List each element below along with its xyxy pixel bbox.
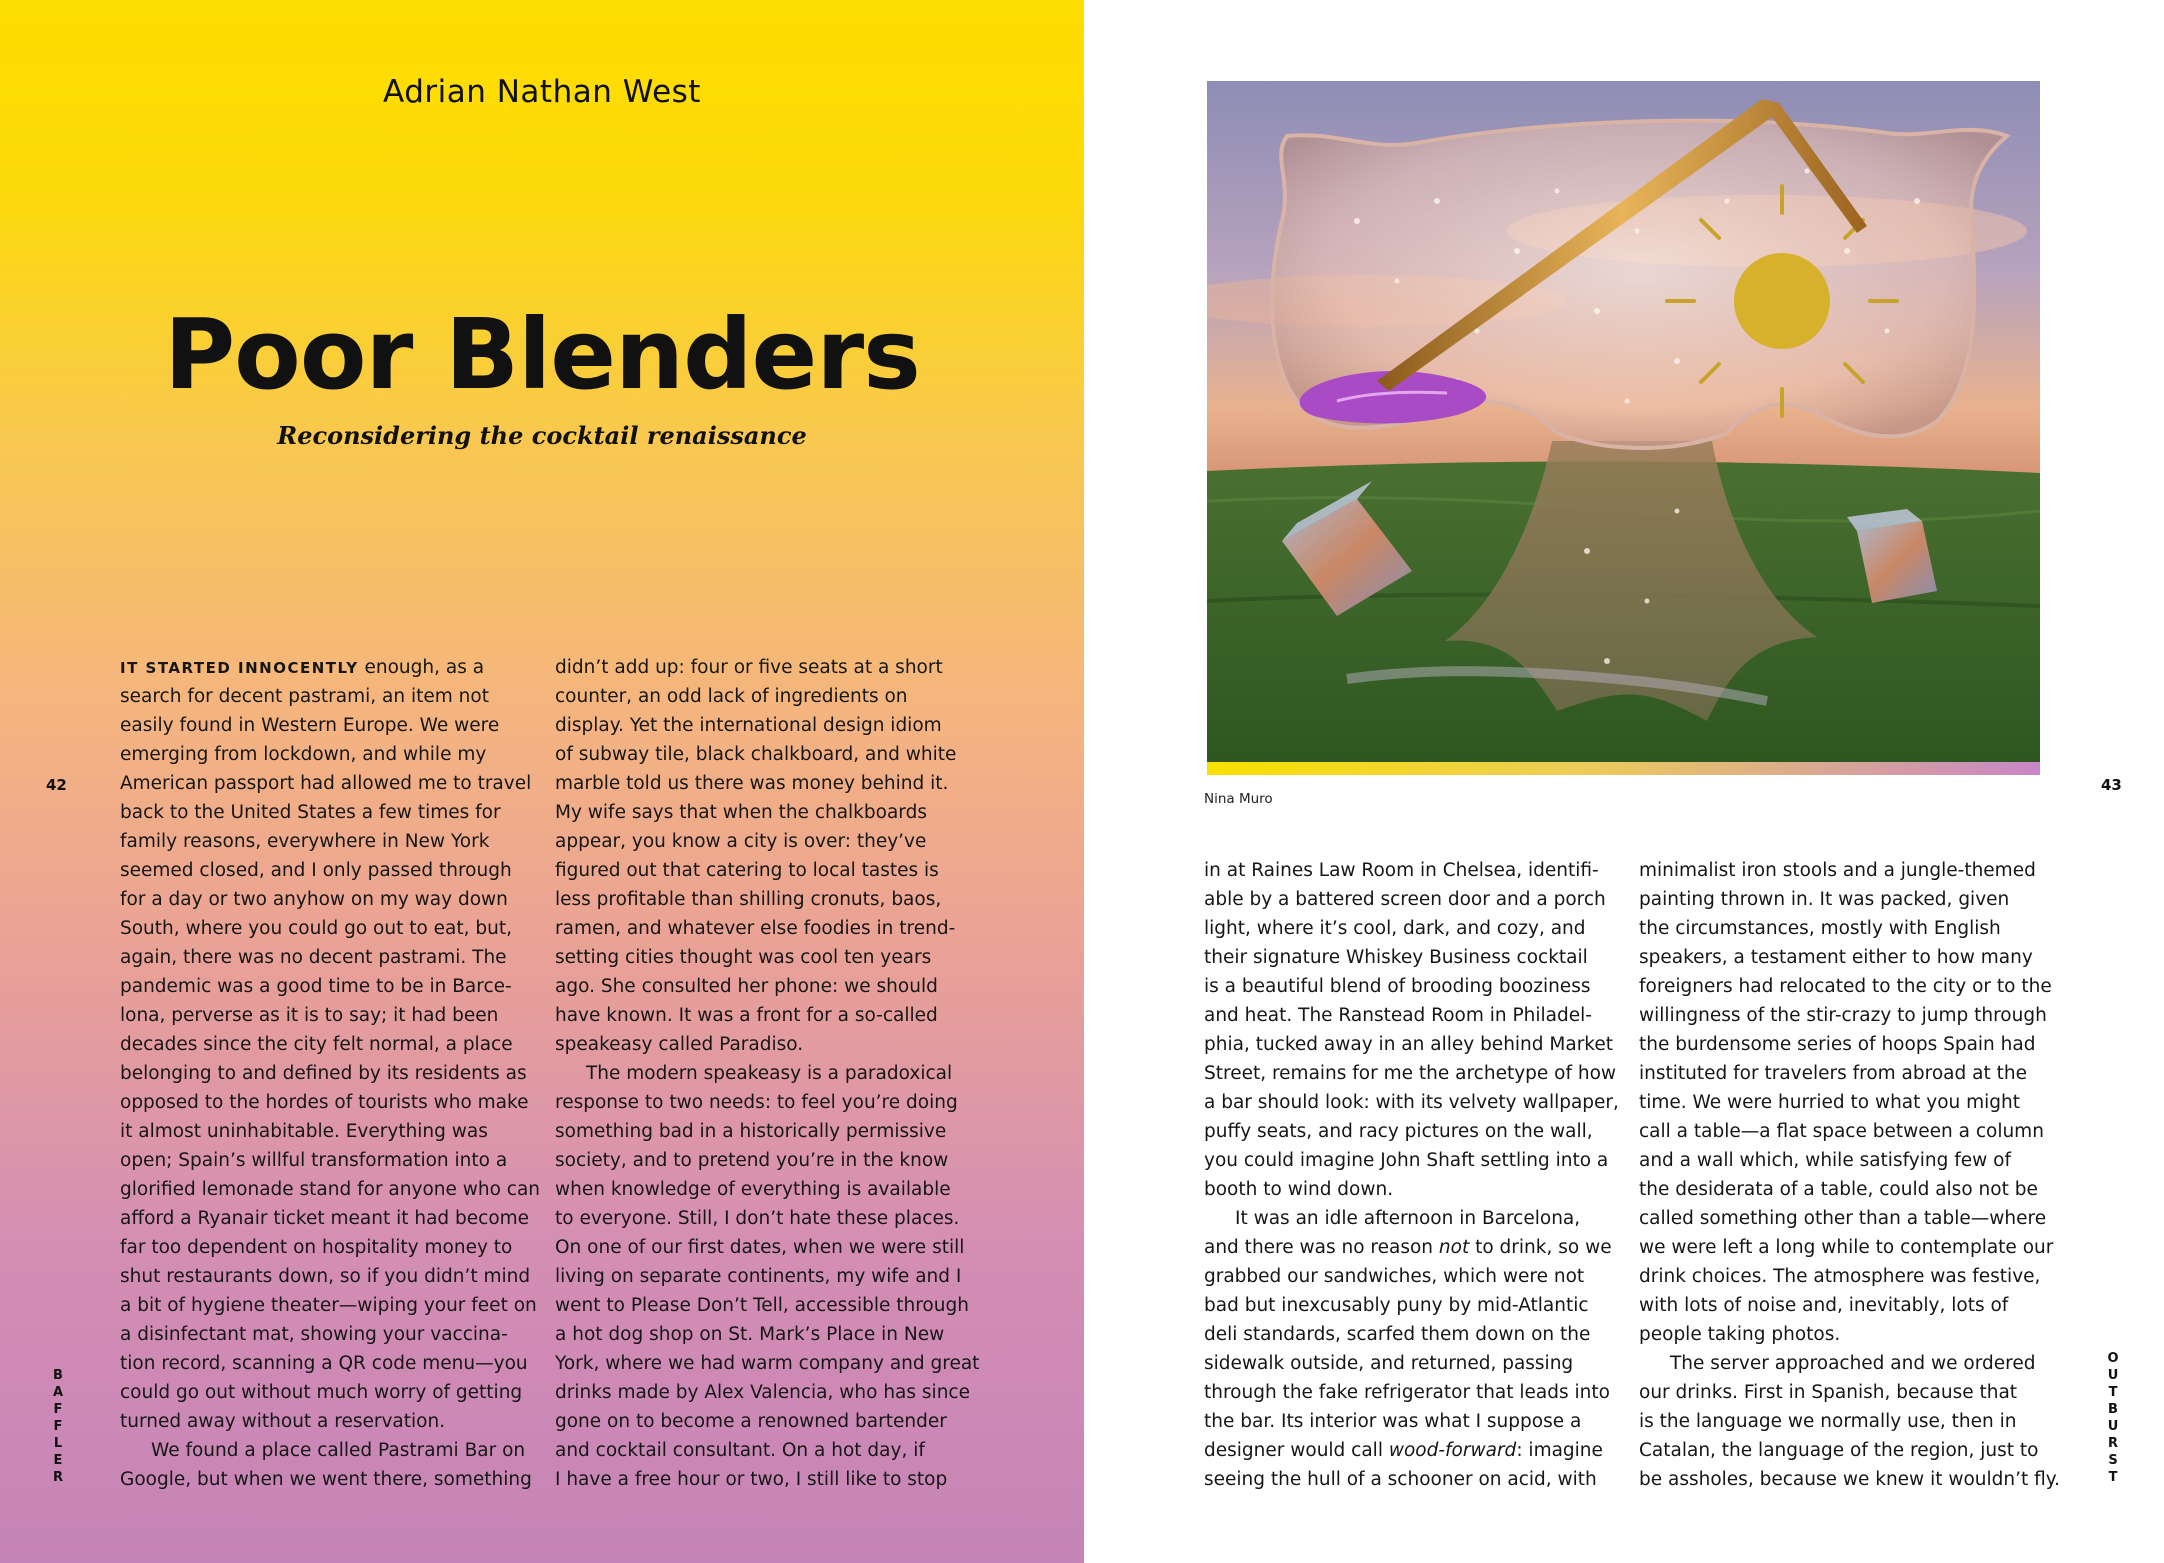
text-line: glorified lemonade stand for anyone who can	[120, 1179, 541, 1200]
text-line: marble told us there was money behind it.	[555, 773, 949, 794]
text-line: our drinks. First in Spanish, because that	[1639, 1382, 2018, 1403]
text-line: less profitable than shilling cronuts, baos,	[555, 889, 942, 910]
author-byline: Adrian Nathan West	[383, 74, 701, 110]
text-line: painting thrown in. It was packed, given	[1639, 889, 2010, 910]
running-head-letter: R	[52, 1470, 63, 1485]
text-line: setting cities thought was cool ten years	[555, 947, 932, 968]
text-line: turned away without a reservation.	[120, 1411, 446, 1432]
text-line: far too dependent on hospitality money to	[120, 1237, 513, 1258]
line-text: enough, as a	[358, 657, 485, 678]
text-line: American passport had allowed me to travel	[120, 773, 532, 794]
text-line: On one of our first dates, when we were still	[555, 1237, 965, 1258]
text-line: speakers, a testament either to how many	[1639, 947, 2033, 968]
running-head-letter: A	[52, 1385, 64, 1400]
line-text: and there was no reason	[1204, 1237, 1439, 1258]
text-line: it almost uninhabitable. Everything was	[120, 1121, 488, 1142]
text-line: willingness of the stir-crazy to jump through	[1639, 1005, 2047, 1026]
body-column-2	[555, 653, 979, 1494]
text-line: The server approached and we ordered	[1670, 1353, 2036, 1374]
text-line: ago. She consulted her phone: we should	[555, 976, 938, 997]
text-line: puffy seats, and racy pictures on the wall,	[1204, 1121, 1593, 1142]
text-line: shut restaurants down, so if you didn’t mind	[120, 1266, 531, 1287]
text-line: didn’t add up: four or five seats at a short	[555, 657, 943, 678]
running-head-letter: B	[53, 1368, 63, 1383]
sun-disc	[1734, 253, 1830, 349]
text-line: gone on to become a renowned bartender	[555, 1411, 947, 1432]
running-head-letter: E	[53, 1453, 63, 1468]
text-line: Street, remains for me the archetype of how	[1204, 1063, 1617, 1084]
text-line: again, there was no decent pastrami. The	[120, 947, 507, 968]
gradient-strip	[1207, 762, 2040, 775]
running-head-letter: O	[2107, 1351, 2119, 1366]
text-line: back to the United States a few times for	[120, 802, 501, 823]
text-line: easily found in Western Europe. We were	[120, 715, 500, 736]
running-head-letter: L	[53, 1436, 63, 1451]
text-line: afford a Ryanair ticket meant it had become	[120, 1208, 530, 1229]
line-text: : imagine	[1516, 1440, 1603, 1461]
running-head-letter: U	[2107, 1368, 2119, 1383]
text-line: grabbed our sandwiches, which were not	[1204, 1266, 1585, 1287]
text-line: could go out without much worry of getting	[120, 1382, 523, 1403]
text-line: through the fake refrigerator that leads into	[1204, 1382, 1610, 1403]
text-line: the circumstances, mostly with English	[1639, 918, 2001, 939]
text-line: something bad in a historically permissive	[555, 1121, 947, 1142]
text-line: to everyone. Still, I don’t hate these places.	[555, 1208, 960, 1229]
text-line: counter, an odd lack of ingredients on	[555, 686, 908, 707]
text-line: with lots of noise and, inevitably, lots of	[1639, 1295, 2009, 1316]
emphasis-text: wood-forward	[1388, 1440, 1517, 1461]
body-column-4	[1639, 856, 2060, 1494]
text-line: Catalan, the language of the region, just to	[1639, 1440, 2039, 1461]
text-line: have known. It was a front for a so-called	[555, 1005, 938, 1026]
text-line: response to two needs: to feel you’re doing	[555, 1092, 958, 1113]
text-line: a disinfectant mat, showing your vaccina-	[120, 1324, 508, 1345]
illustration-credit: Nina Muro	[1204, 791, 1273, 807]
text-line: for a day or two anyhow on my way down	[120, 889, 508, 910]
text-line: We found a place called Pastrami Bar on	[151, 1440, 526, 1461]
text-line: call a table—a flat space between a column	[1639, 1121, 2044, 1142]
text-line: their signature Whiskey Business cocktail	[1204, 947, 1588, 968]
text-line	[120, 653, 540, 682]
text-line: and a wall which, while satisfying few of	[1639, 1150, 2011, 1171]
running-head-letter: U	[2107, 1419, 2119, 1434]
text-line: is the language we normally use, then in	[1639, 1411, 2017, 1432]
text-line: I have a free hour or two, I still like to stop	[555, 1469, 948, 1490]
text-line: a bit of hygiene theater—wiping your feet on	[120, 1295, 537, 1316]
text-line: drinks made by Alex Valencia, who has since	[555, 1382, 970, 1403]
line-text: to drink, so we	[1469, 1237, 1612, 1258]
running-head-outburst	[2105, 1350, 2121, 1486]
cocktail-illustration	[1207, 81, 2040, 762]
text-line: a bar should look: with its velvety wallpaper,	[1204, 1092, 1619, 1113]
lead-in-caps: IT STARTED INNOCENTLY	[120, 659, 359, 677]
text-line: light, where it’s cool, dark, and cozy, and	[1204, 918, 1586, 939]
text-line	[1204, 1436, 1619, 1465]
text-line: in at Raines Law Room in Chelsea, identifi-	[1204, 860, 1599, 881]
text-line: minimalist iron stools and a jungle-themed	[1639, 860, 2036, 881]
running-head-letter: S	[2108, 1453, 2118, 1468]
text-line: seemed closed, and I only passed through	[120, 860, 512, 881]
running-head-letter: T	[2108, 1470, 2118, 1485]
text-line: family reasons, everywhere in New York	[120, 831, 490, 852]
body-column-3	[1204, 856, 1619, 1494]
text-line	[1204, 1233, 1619, 1262]
text-line: a hot dog shop on St. Mark’s Place in New	[555, 1324, 945, 1345]
article-title: Poor Blenders	[164, 298, 920, 411]
text-line: sidewalk outside, and returned, passing	[1204, 1353, 1574, 1374]
text-line: the bar. Its interior was what I suppose a	[1204, 1411, 1582, 1432]
text-line: search for decent pastrami, an item not	[120, 686, 489, 707]
text-line: It was an idle afternoon in Barcelona,	[1235, 1208, 1581, 1229]
running-head-baffler	[50, 1367, 66, 1486]
running-head-letter: B	[2108, 1402, 2118, 1417]
running-head-letter: R	[2107, 1436, 2118, 1451]
text-line: open; Spain’s willful transformation into a	[120, 1150, 508, 1171]
text-line: went to Please Don’t Tell, accessible through	[555, 1295, 969, 1316]
text-line: the burdensome series of hoops Spain had	[1639, 1034, 2036, 1055]
text-line: you could imagine John Shaft settling into a	[1204, 1150, 1609, 1171]
text-line: society, and to pretend you’re in the know	[555, 1150, 949, 1171]
text-line: lona, perverse as it is to say; it had been	[120, 1005, 499, 1026]
article-subtitle: Reconsidering the cocktail renaissance	[277, 421, 807, 450]
running-head-letter: F	[53, 1402, 63, 1417]
text-line: the desiderata of a table, could also not be	[1639, 1179, 2038, 1200]
text-line: foreigners had relocated to the city or to the	[1639, 976, 2052, 997]
text-line: tion record, scanning a QR code menu—you	[120, 1353, 528, 1374]
text-line: opposed to the hordes of tourists who make	[120, 1092, 529, 1113]
body-column-1	[120, 653, 540, 1494]
text-line: drink choices. The atmosphere was festive,	[1639, 1266, 2041, 1287]
text-line: The modern speakeasy is a paradoxical	[586, 1063, 953, 1084]
text-line: deli standards, scarfed them down on the	[1204, 1324, 1591, 1345]
page-number-left: 42	[46, 776, 67, 794]
text-line: My wife says that when the chalkboards	[555, 802, 927, 823]
line-text: designer would call	[1204, 1440, 1389, 1461]
running-head-letter: T	[2108, 1385, 2118, 1400]
text-line: decades since the city felt normal, a place	[120, 1034, 513, 1055]
text-line: instituted for travelers from abroad at the	[1639, 1063, 2027, 1084]
text-line: York, where we had warm company and great	[555, 1353, 980, 1374]
text-line: booth to wind down.	[1204, 1179, 1394, 1200]
text-line: ramen, and whatever else foodies in trend-	[555, 918, 956, 939]
text-line: display. Yet the international design idiom	[555, 715, 942, 736]
text-line: called something other than a table—where	[1639, 1208, 2047, 1229]
text-line: and heat. The Ranstead Room in Philadel-	[1204, 1005, 1592, 1026]
text-line: when knowledge of everything is available	[555, 1179, 951, 1200]
text-line: we were left a long while to contemplate our	[1639, 1237, 2054, 1258]
text-line: bad but inexcusably puny by mid-Atlantic	[1204, 1295, 1589, 1316]
text-line: and cocktail consultant. On a hot day, if	[555, 1440, 925, 1461]
text-line: be assholes, because we knew it wouldn’t fly.	[1639, 1469, 2060, 1490]
text-line: Google, but when we went there, something	[120, 1469, 532, 1490]
text-line: people taking photos.	[1639, 1324, 1841, 1345]
emphasis-text: not	[1438, 1237, 1470, 1258]
text-line: able by a battered screen door and a porch	[1204, 889, 1606, 910]
running-head-letter: F	[53, 1419, 63, 1434]
text-line: time. We were hurried to what you might	[1639, 1092, 2021, 1113]
text-line: speakeasy called Paradiso.	[555, 1034, 804, 1055]
text-line: South, where you could go out to eat, but,	[120, 918, 512, 939]
text-line: seeing the hull of a schooner on acid, with	[1204, 1469, 1597, 1490]
text-line: of subway tile, black chalkboard, and white	[555, 744, 957, 765]
text-line: phia, tucked away in an alley behind Market	[1204, 1034, 1613, 1055]
text-line: appear, you know a city is over: they’ve	[555, 831, 927, 852]
page-number-right: 43	[2101, 776, 2122, 794]
text-line: belonging to and defined by its residents as	[120, 1063, 527, 1084]
text-line: is a beautiful blend of brooding booziness	[1204, 976, 1591, 997]
text-line: pandemic was a good time to be in Barce-	[120, 976, 512, 997]
text-line: living on separate continents, my wife and I	[555, 1266, 962, 1287]
text-line: emerging from lockdown, and while my	[120, 744, 487, 765]
text-line: figured out that catering to local tastes is	[555, 860, 939, 881]
